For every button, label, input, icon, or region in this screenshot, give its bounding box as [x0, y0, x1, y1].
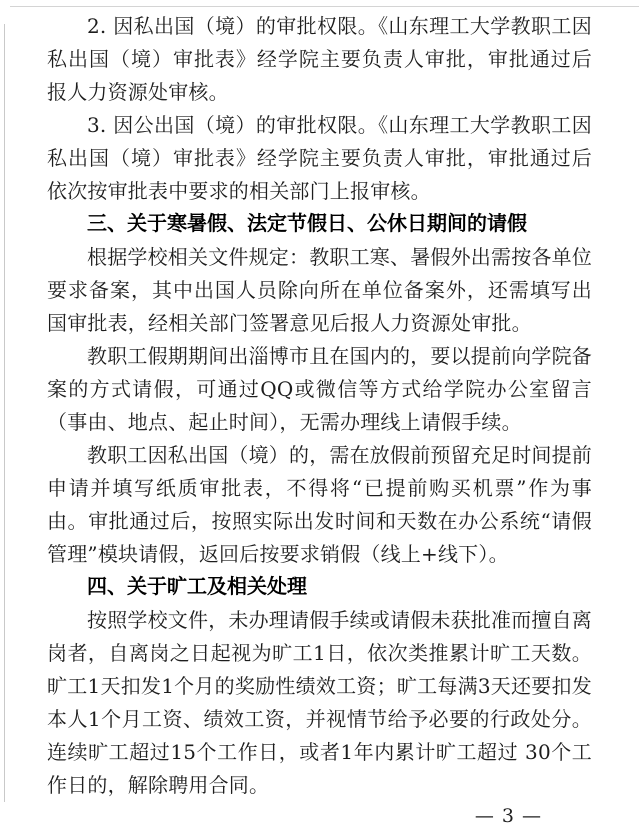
document-content [47, 10, 592, 828]
paragraph-absenteeism-penalties: 按照学校文件，未办理请假手续或请假未获批准而擅自离岗者，自离岗之日起视为旷工1日，依次类推累计旷工天数。旷工1天扣发1个月的奖励性绩效工资；旷工每满3天还要扣发本人1个月工资、绩效工资，并视情节给予必要的行政处分。连续旷工超过15个工作日，或者1年内累计旷工超过 30个工作日的，解除聘用合同。 [47, 608, 592, 797]
section-heading-three-holiday-leave: 三、关于寒暑假、法定节假日、公休日期间的请假 [87, 213, 527, 235]
paragraph-private-abroad-approval-authority: 2. 因私出国（境）的审批权限。《山东理工大学教职工因私出国（境）审批表》经学院主要负责人审批，审批通过后报人力资源处审核。 [47, 14, 592, 104]
paragraph-domestic-travel-leave-method: 教职工假期期间出淄博市且在国内的，要以提前向学院备案的方式请假，可通过QQ或微信等方式给学院办公室留言（事由、地点、起止时间），无需办理线上请假手续。 [47, 344, 592, 434]
section-heading-four-absenteeism: 四、关于旷工及相关处理 [87, 576, 307, 598]
scan-edge-left-line [4, 24, 5, 802]
page-number: — 3 — [474, 805, 542, 827]
scan-edge-top-line [10, 6, 639, 7]
paragraph-public-abroad-approval-authority: 3. 因公出国（境）的审批权限。《山东理工大学教职工因私出国（境）审批表》经学院主要负责人审批，审批通过后依次按审批表中要求的相关部门上报审核。 [47, 113, 592, 203]
paragraph-holiday-filing-requirements: 根据学校相关文件规定：教职工寒、暑假外出需按各单位要求备案，其中出国人员除向所在单位备案外，还需填写出国审批表，经相关部门签署意见后报人力资源处审批。 [47, 245, 592, 335]
paragraph-private-abroad-leave-procedure: 教职工因私出国（境）的，需在放假前预留充足时间提前申请并填写纸质审批表，不得将“已提前购买机票”作为事由。审批通过后，按照实际出发时间和天数在办公系统“请假管理”模块请假，返回后按要求销假（线上+线下）。 [47, 443, 592, 566]
